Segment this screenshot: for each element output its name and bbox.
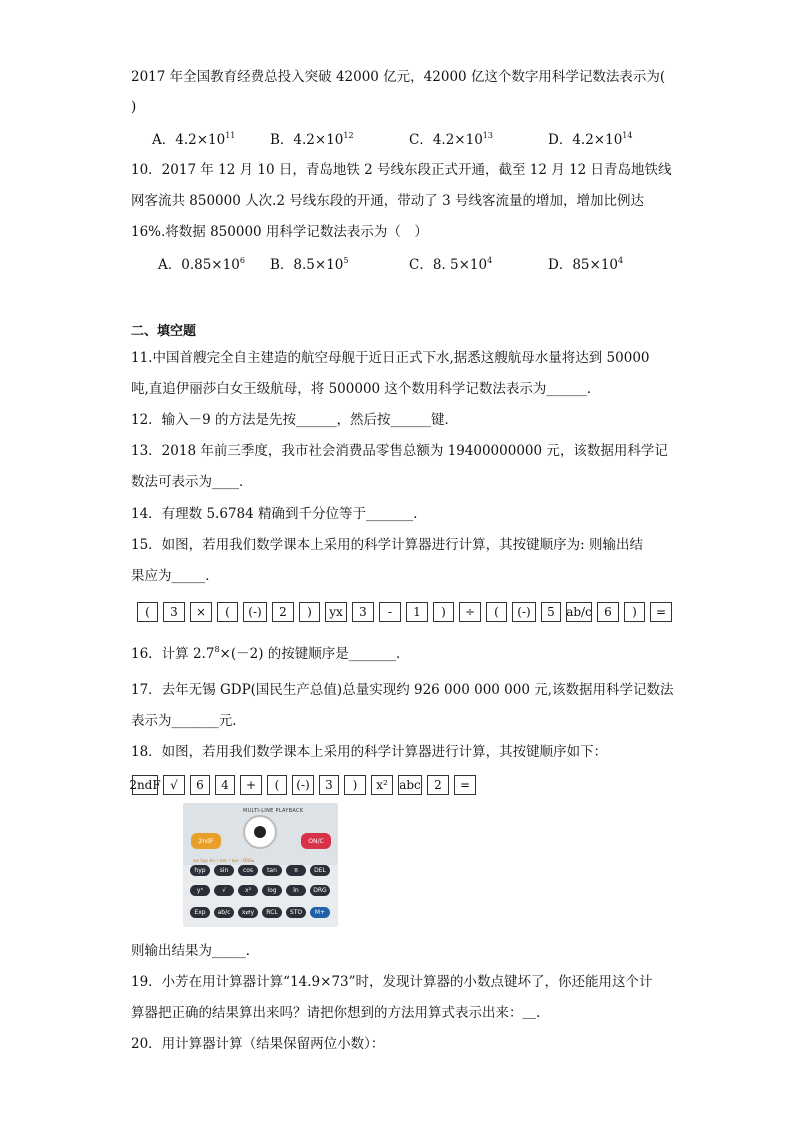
- calculator-on-button: ON/C: [301, 833, 331, 849]
- calculator-dpad-center: [254, 826, 266, 838]
- calculator-tan-button: tan: [262, 865, 282, 876]
- calculator-drg-button: DRG: [310, 885, 330, 896]
- calculator-swap-button: x⇄y: [238, 907, 258, 918]
- calculator-pi-button: π: [286, 865, 306, 876]
- q15-key: ×: [190, 602, 212, 622]
- q15-key: ÷: [459, 602, 481, 622]
- q15-key: ab/c: [566, 602, 592, 622]
- q18-key: abc: [398, 775, 422, 795]
- q10-text-line3: 16%.将数据 850000 用科学记数法表示为（ ）: [131, 224, 428, 240]
- q11-text-line1: 11.中国首艘完全自主建造的航空母舰于近日正式下水,据悉这艘航母水量将达到 50000: [131, 350, 650, 366]
- calculator-exp-button: Exp: [190, 907, 210, 918]
- q15-key-sequence: [137, 602, 677, 622]
- q17-text-line1: 17．去年无锡 GDP(国民生产总值)总量实现约 926 000 000 000 元,该数据用科学记数法: [131, 682, 674, 698]
- q18-key-sequence: [129, 775, 481, 795]
- q10-text-line1: 10．2017 年 12 月 10 日，青岛地铁 2 号线东段正式开通，截至 12 月 12 日青岛地铁线: [131, 162, 672, 178]
- q10-option-b: B．$8.5\times 10^5$: [270, 256, 349, 273]
- q17-text-line2: 表示为_______元．: [131, 713, 246, 729]
- q15-key: (-): [512, 602, 536, 622]
- calculator-secondary-labels: arc hyp sin⁻¹ cos⁻¹ tan⁻¹ DRG▸: [193, 858, 255, 863]
- q9-option-a: A．$4.2\times 10^{11}$: [152, 131, 236, 148]
- q18-key: x²: [371, 775, 393, 795]
- q18-key: 6: [190, 775, 210, 795]
- calculator-dpad: [243, 815, 277, 849]
- q9-text-line1: 2017 年全国教育经费总投入突破 42000 亿元，42000 亿这个数字用科学记数法表示为(: [131, 69, 666, 85]
- q9-option-b: B．$4.2\times 10^{12}$: [270, 131, 354, 148]
- calculator-sto-button: STO: [286, 907, 306, 918]
- q20-text: 20．用计算器计算（结果保留两位小数）：: [131, 1036, 385, 1052]
- q15-key: 5: [541, 602, 561, 622]
- q10-option-a: A．$0.85\times 10^6$: [158, 256, 245, 273]
- q13-text-line1: 13．2018 年前三季度，我市社会消费品零售总额为 19400000000 元，该数据用科学记: [131, 443, 668, 459]
- q18-key: √: [163, 775, 185, 795]
- q16-text: 16．计算 $2.7^8\times(-2)$ 的按键顺序是_______．: [131, 645, 410, 662]
- q15-key: 3: [352, 602, 374, 622]
- q15-key: yx: [325, 602, 347, 622]
- q15-key: 3: [163, 602, 185, 622]
- calculator-del-button: DEL: [310, 865, 330, 876]
- q14-text: 14．有理数 5.6784 精确到千分位等于_______．: [131, 506, 427, 522]
- q9-text-line2: ): [131, 99, 137, 115]
- q15-key: (: [217, 602, 238, 622]
- calculator-mplus-button: M+: [310, 907, 330, 918]
- q9-option-c: C．$4.2\times 10^{13}$: [409, 131, 493, 148]
- q15-key: ): [433, 602, 454, 622]
- q15-key: 1: [406, 602, 428, 622]
- q15-key: ): [624, 602, 645, 622]
- calculator-cos-button: cos: [238, 865, 258, 876]
- calculator-sqrt-button: √: [214, 885, 234, 896]
- q18-key: 2: [427, 775, 449, 795]
- q15-key: -: [379, 602, 401, 622]
- q18-key: 3: [319, 775, 339, 795]
- q10-option-c: C．8. $5\times 10^4$: [409, 256, 493, 273]
- q18-key: 2ndF: [132, 775, 158, 795]
- calculator-square-button: x²: [238, 885, 258, 896]
- q19-text-line2: 算器把正确的结果算出来吗？请把你想到的方法用算式表示出来：＿.: [131, 1005, 541, 1021]
- q9-option-d: D．$4.2\times 10^{14}$: [548, 131, 633, 148]
- q18-key: ): [344, 775, 366, 795]
- q19-text-line1: 19．小芳在用计算器计算“14.9×73”时，发现计算器的小数点键坏了，你还能用这个计: [131, 974, 653, 990]
- q15-key: (: [137, 602, 158, 622]
- q18-text-line1: 18．如图，若用我们数学课本上采用的科学计算器进行计算，其按键顺序如下：: [131, 744, 608, 760]
- section-title: 二、填空题: [131, 324, 197, 339]
- q15-key: (-): [243, 602, 267, 622]
- q10-text-line2: 网客流共 850000 人次.2 号线东段的开通，带动了 3 号线客流量的增加，增加比例达: [131, 193, 644, 209]
- q18-key: (: [267, 775, 287, 795]
- q11-text-line2: 吨,直追伊丽莎白女王级航母，将 500000 这个数用科学记数法表示为______．: [131, 381, 601, 397]
- q18-key: 4: [215, 775, 235, 795]
- calculator-hyp-button: hyp: [190, 865, 210, 876]
- calculator-sin-button: sin: [214, 865, 234, 876]
- calculator-power-button: yˣ: [190, 885, 210, 896]
- q18-key: =: [454, 775, 476, 795]
- q15-key: =: [650, 602, 672, 622]
- q13-text-line2: 数法可表示为____．: [131, 474, 253, 490]
- calculator-photo: [183, 803, 338, 927]
- calculator-rcl-button: RCL: [262, 907, 282, 918]
- q15-key: (: [486, 602, 507, 622]
- q15-text-line1: 15．如图，若用我们数学课本上采用的科学计算器进行计算，其按键顺序为: 则输出结: [131, 537, 644, 553]
- q15-key: 6: [597, 602, 619, 622]
- q15-text-line2: 果应为_____．: [131, 568, 219, 584]
- calculator-2ndf-button: 2ndF: [191, 833, 221, 849]
- calculator-banner: MULTI-LINE PLAYBACK: [243, 808, 304, 814]
- calculator-fraction-button: ab/c: [214, 907, 234, 918]
- q15-key: 2: [272, 602, 294, 622]
- calculator-ln-button: ln: [286, 885, 306, 896]
- q10-option-d: D．$85\times 10^4$: [548, 256, 624, 273]
- q18-key: (-): [292, 775, 314, 795]
- q12-text: 12．输入－9 的方法是先按______，然后按______键．: [131, 412, 459, 428]
- q18-text-line2: 则输出结果为_____．: [131, 943, 260, 959]
- q15-key: ): [299, 602, 320, 622]
- calculator-log-button: log: [262, 885, 282, 896]
- q18-key: +: [240, 775, 262, 795]
